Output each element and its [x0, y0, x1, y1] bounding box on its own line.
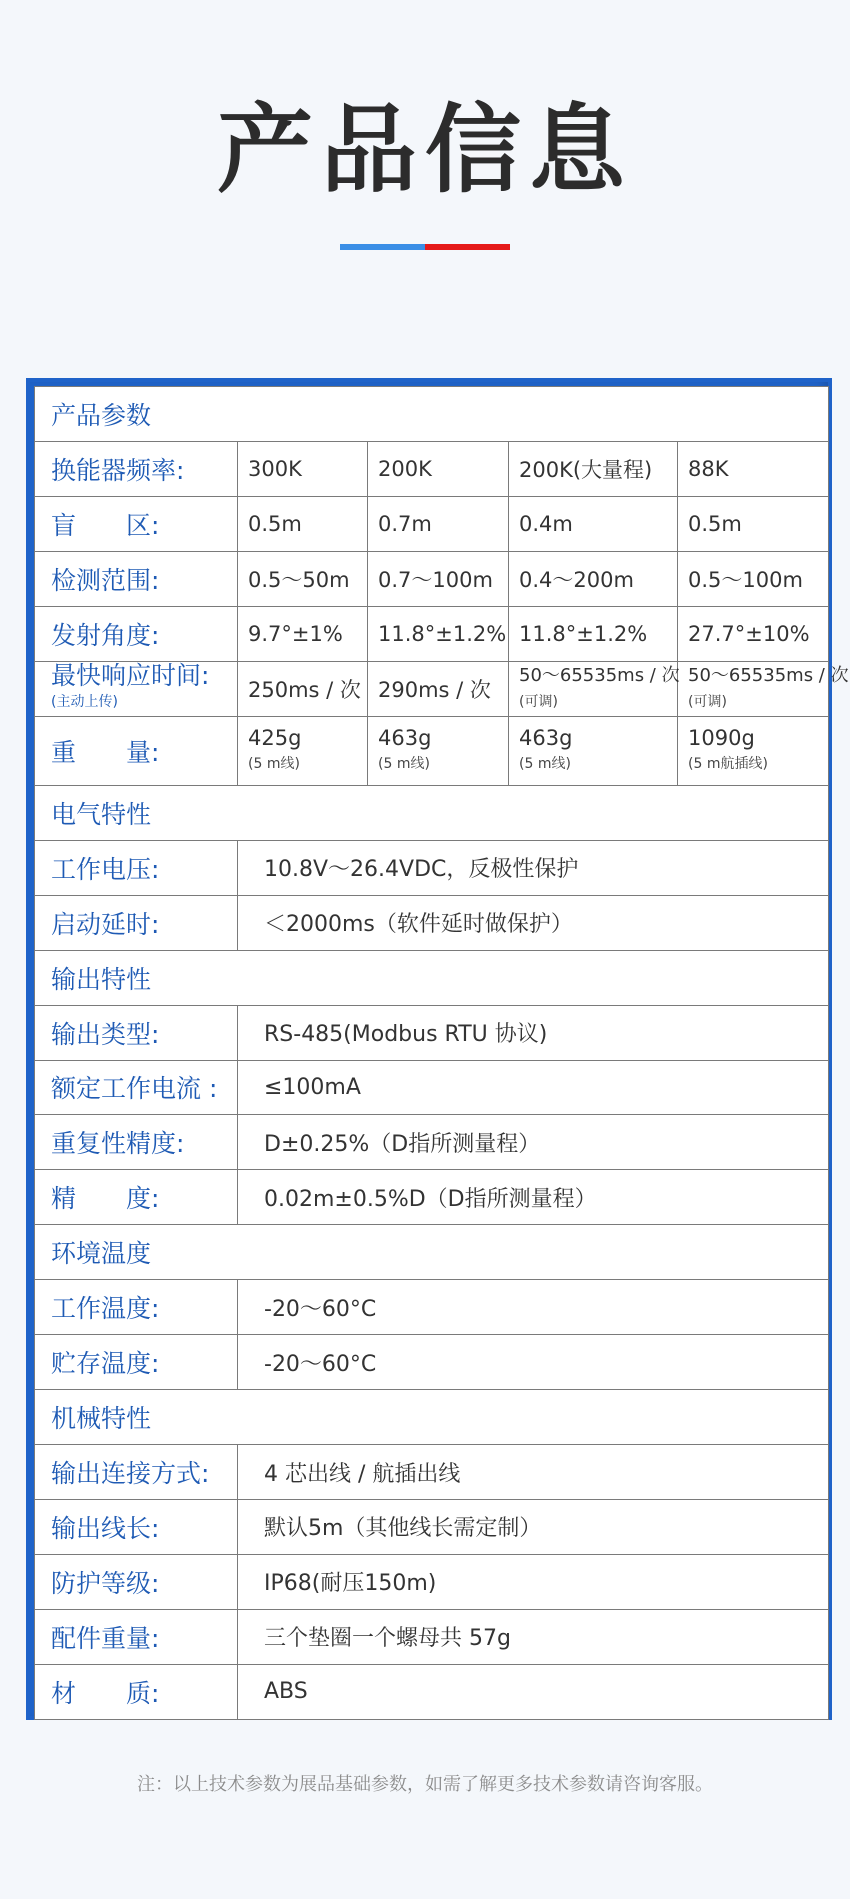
- cell-value: IP68(耐压150m): [238, 1554, 829, 1609]
- section-row: [35, 1225, 829, 1280]
- underline-red: [425, 244, 510, 250]
- row-label: 输出线长:: [35, 1500, 238, 1555]
- cell-value: 0.02m±0.5%D（D指所测量程）: [238, 1170, 829, 1225]
- cell-value: 0.5m: [678, 496, 829, 551]
- cell-value-cell: [678, 661, 849, 716]
- table-row: [35, 551, 829, 606]
- cell-value: 1090g: [688, 725, 755, 750]
- cell-value: 0.4m: [509, 496, 678, 551]
- cell-value: 10.8V～26.4VDC，反极性保护: [238, 840, 829, 895]
- cell-value: 88K: [678, 441, 829, 496]
- table-row: [35, 496, 829, 551]
- cell-value: 0.7m: [368, 496, 509, 551]
- cell-value: 11.8°±1.2%: [368, 606, 509, 661]
- row-label: 启动延时:: [35, 895, 238, 950]
- row-label: 额定工作电流 :: [35, 1060, 238, 1115]
- table-row: [35, 661, 829, 716]
- cell-value: 50～65535ms / 次: [519, 664, 680, 686]
- cell-value-cell: [509, 661, 678, 716]
- cell-value: 50～65535ms / 次: [688, 664, 849, 686]
- row-label: 输出连接方式:: [35, 1445, 238, 1500]
- spec-table: [34, 386, 849, 1720]
- cell-value: 默认5m（其他线长需定制）: [238, 1500, 829, 1555]
- row-label-sub: (主动上传): [51, 693, 118, 710]
- table-row: [35, 840, 829, 895]
- cell-value: 0.5～100m: [678, 551, 829, 606]
- section-title: 电气特性: [35, 785, 829, 840]
- table-row: [35, 1554, 829, 1609]
- footnote: 注：以上技术参数为展品基础参数，如需了解更多技术参数请咨询客服。: [137, 1774, 713, 1795]
- cell-value: 425g: [248, 725, 302, 750]
- table-row: [35, 1335, 829, 1390]
- cell-sub: (5 m航插线): [688, 755, 768, 772]
- cell-value: 0.4～200m: [509, 551, 678, 606]
- table-row: [35, 441, 829, 496]
- cell-value: 三个垫圈一个螺母共 57g: [238, 1609, 829, 1664]
- section-title: 环境温度: [35, 1225, 829, 1280]
- row-label: 工作电压:: [35, 840, 238, 895]
- table-row: [35, 1170, 829, 1225]
- table-row: [35, 1609, 829, 1664]
- cell-value: 300K: [238, 441, 368, 496]
- table-row: [35, 895, 829, 950]
- cell-value: 290ms / 次: [368, 661, 509, 716]
- table-row: [35, 1280, 829, 1335]
- title-underline: [340, 244, 510, 250]
- row-label: 发射角度:: [35, 606, 238, 661]
- row-label: 贮存温度:: [35, 1335, 238, 1390]
- row-label: 换能器频率:: [35, 441, 238, 496]
- table-row: [35, 1005, 829, 1060]
- section-row: [35, 387, 829, 442]
- cell-value: 200K(大量程): [509, 441, 678, 496]
- table-row: [35, 606, 829, 661]
- cell-sub: (5 m线): [519, 755, 571, 772]
- table-row: [35, 1115, 829, 1170]
- section-row: [35, 785, 829, 840]
- cell-value-cell: [509, 716, 678, 785]
- cell-value: RS-485(Modbus RTU 协议): [238, 1005, 829, 1060]
- section-row: [35, 950, 829, 1005]
- cell-value: 9.7°±1%: [238, 606, 368, 661]
- cell-sub: (可调): [519, 693, 558, 710]
- section-title: 产品参数: [35, 387, 829, 442]
- page-title: 产品信息: [217, 94, 633, 206]
- row-label: 防护等级:: [35, 1554, 238, 1609]
- cell-value: 4 芯出线 / 航插出线: [238, 1445, 829, 1500]
- table-row: [35, 1500, 829, 1555]
- underline-blue: [340, 244, 425, 250]
- row-label: 重 量:: [35, 716, 238, 785]
- cell-value: D±0.25%（D指所测量程）: [238, 1115, 829, 1170]
- cell-value: 0.5～50m: [238, 551, 368, 606]
- cell-value: ＜2000ms（软件延时做保护）: [238, 895, 829, 950]
- row-label: 材 质:: [35, 1664, 238, 1719]
- cell-value: -20～60°C: [238, 1280, 829, 1335]
- row-label: 最快响应时间:: [51, 660, 210, 690]
- row-label-cell: [35, 661, 238, 716]
- cell-value: 27.7°±10%: [678, 606, 829, 661]
- table-row: [35, 716, 829, 785]
- cell-value: ABS: [238, 1664, 829, 1719]
- table-row: [35, 1664, 829, 1719]
- cell-value: ≤100mA: [238, 1060, 829, 1115]
- cell-value: 463g: [519, 725, 573, 750]
- cell-value: 0.7～100m: [368, 551, 509, 606]
- row-label: 配件重量:: [35, 1609, 238, 1664]
- section-row: [35, 1390, 829, 1445]
- row-label: 重复性精度:: [35, 1115, 238, 1170]
- row-label: 工作温度:: [35, 1280, 238, 1335]
- spec-table-frame: [26, 378, 849, 1720]
- cell-value-cell: [368, 716, 509, 785]
- cell-sub: (5 m线): [248, 755, 300, 772]
- row-label: 输出类型:: [35, 1005, 238, 1060]
- cell-value: 250ms / 次: [238, 661, 368, 716]
- cell-value: 11.8°±1.2%: [509, 606, 678, 661]
- cell-sub: (5 m线): [378, 755, 430, 772]
- row-label: 盲 区:: [35, 496, 238, 551]
- section-title: 机械特性: [35, 1390, 829, 1445]
- section-title: 输出特性: [35, 950, 829, 1005]
- cell-value-cell: [678, 716, 829, 785]
- cell-value: -20～60°C: [238, 1335, 829, 1390]
- row-label: 精 度:: [35, 1170, 238, 1225]
- cell-value-cell: [238, 716, 368, 785]
- table-row: [35, 1060, 829, 1115]
- cell-sub: (可调): [688, 693, 727, 710]
- cell-value: 0.5m: [238, 496, 368, 551]
- row-label: 检测范围:: [35, 551, 238, 606]
- cell-value: 463g: [378, 725, 432, 750]
- cell-value: 200K: [368, 441, 509, 496]
- table-row: [35, 1445, 829, 1500]
